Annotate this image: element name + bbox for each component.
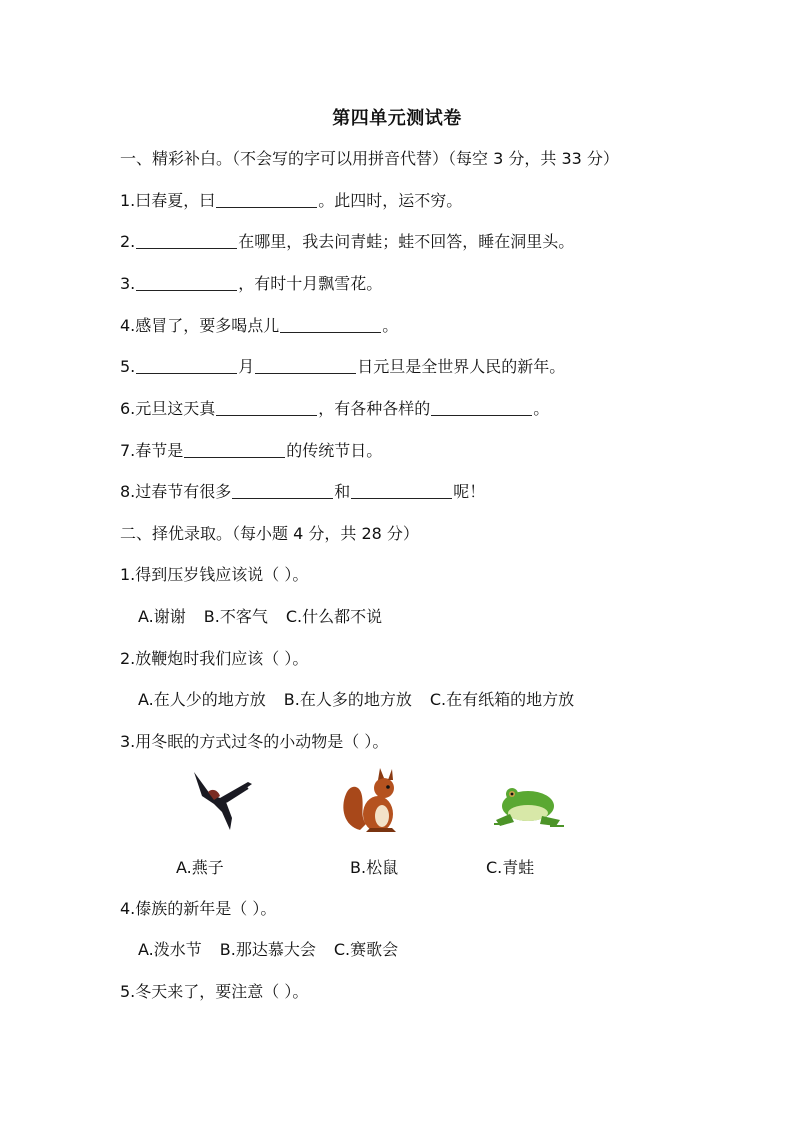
option-c[interactable]: C.在有纸箱的地方放 (429, 690, 575, 709)
question-1-7 (120, 440, 382, 462)
option-a[interactable]: A.在人少的地方放 (138, 690, 266, 709)
q1-4-text-a: 4.感冒了，要多喝点儿 (120, 316, 280, 335)
swallow-image (186, 768, 256, 834)
q1-7-text-b: 的传统节日。 (286, 441, 383, 460)
q1-4-text-b: 。 (382, 316, 399, 335)
question-1-1 (120, 190, 462, 212)
question-1-5 (120, 356, 565, 378)
q1-1-text-b: 。此四时，运不穷。 (318, 191, 463, 210)
option-a[interactable]: A.泼水节 (138, 940, 202, 959)
q1-8-text-b: 和 (334, 482, 351, 501)
q1-1-text-a: 1.曰春夏，曰 (120, 191, 216, 210)
option-b[interactable]: B.在人多的地方放 (283, 690, 412, 709)
question-2-5-stem: 5.冬天来了，要注意（ ）。 (120, 982, 309, 1001)
q1-7-text-a: 7.春节是 (120, 441, 184, 460)
question-2-1-stem: 1.得到压岁钱应该说（ ）。 (120, 565, 309, 584)
q1-2-text-a: 2. (120, 232, 136, 251)
option-b[interactable]: B.那达慕大会 (219, 940, 316, 959)
q1-6-text-a: 6.元旦这天真 (120, 399, 216, 418)
q1-3-text-b: ，有时十月飘雪花。 (238, 274, 383, 293)
question-1-3 (120, 273, 382, 295)
q1-3-text-a: 3. (120, 274, 136, 293)
question-2-2-stem: 2.放鞭炮时我们应该（ ）。 (120, 649, 309, 668)
squirrel-image (338, 766, 410, 836)
question-1-4 (120, 315, 398, 337)
option-a[interactable]: A.谢谢 (138, 607, 186, 626)
q1-5-text-c: 日元旦是全世界人民的新年。 (357, 357, 566, 376)
option-b[interactable]: B.松鼠 (350, 858, 399, 877)
q1-6-text-c: 。 (533, 399, 550, 418)
section1-heading: 一、精彩补白。（不会写的字可以用拼音代替）（每空 3 分，共 33 分） (120, 149, 619, 168)
answer-blank[interactable] (216, 191, 317, 208)
question-2-4-options (138, 939, 398, 961)
answer-blank[interactable] (351, 482, 452, 499)
question-1-8 (120, 481, 485, 503)
option-a[interactable]: A.燕子 (176, 858, 224, 877)
q1-8-text-c: 呢！ (453, 482, 486, 501)
answer-blank[interactable] (280, 316, 381, 333)
q1-5-text-a: 5. (120, 357, 136, 376)
question-1-2 (120, 231, 574, 253)
question-2-4-stem: 4.傣族的新年是（ ）。 (120, 899, 277, 918)
q1-2-text-b: 在哪里，我去问青蛙；蛙不回答，睡在洞里头。 (238, 232, 575, 251)
page-title: 第四单元测试卷 (332, 108, 462, 129)
option-b[interactable]: B.不客气 (203, 607, 268, 626)
frog-image (488, 780, 566, 830)
answer-blank[interactable] (216, 399, 317, 416)
answer-blank[interactable] (431, 399, 532, 416)
q1-8-text-a: 8.过春节有很多 (120, 482, 232, 501)
answer-blank[interactable] (184, 441, 285, 458)
answer-blank[interactable] (136, 274, 237, 291)
q1-5-text-b: 月 (238, 357, 255, 376)
option-c[interactable]: C.赛歌会 (333, 940, 399, 959)
option-c[interactable]: C.什么都不说 (285, 607, 383, 626)
answer-blank[interactable] (136, 232, 237, 249)
question-2-3-stem: 3.用冬眠的方式过冬的小动物是（ ）。 (120, 732, 389, 751)
option-c[interactable]: C.青蛙 (486, 858, 535, 877)
question-2-1-options (138, 606, 382, 628)
answer-blank[interactable] (136, 357, 237, 374)
answer-blank[interactable] (232, 482, 333, 499)
question-2-2-options (138, 689, 574, 711)
answer-blank[interactable] (255, 357, 356, 374)
section2-heading: 二、择优录取。（每小题 4 分，共 28 分） (120, 524, 419, 543)
q1-6-text-b: ，有各种各样的 (318, 399, 431, 418)
question-1-6 (120, 398, 549, 420)
